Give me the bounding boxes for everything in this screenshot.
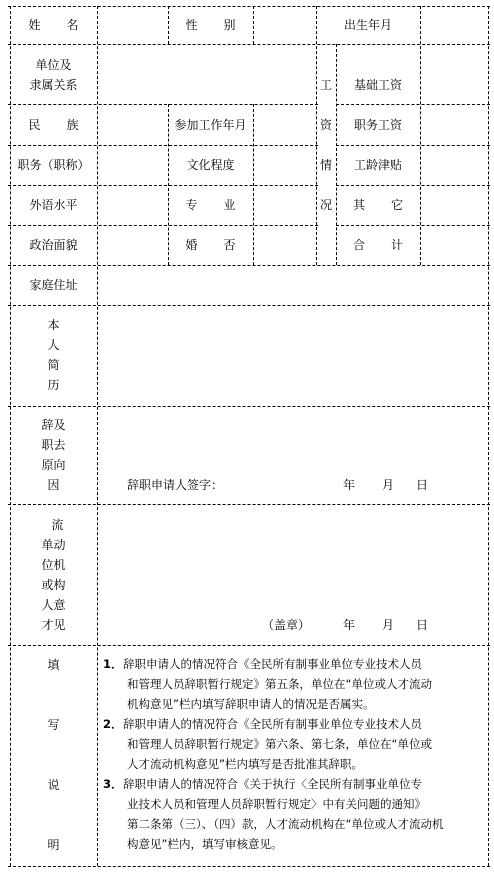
position-salary-label: 职务工资: [353, 118, 402, 132]
month-label: 月: [382, 478, 395, 492]
day-label: 日: [416, 478, 429, 492]
column-divider: [488, 6, 489, 866]
row-divider: [336, 185, 490, 186]
salary-side-char: 情: [319, 158, 332, 172]
year-label: 年: [343, 478, 356, 492]
resume-label-char: 简: [47, 358, 60, 372]
note-line: 2．辞职申请人的情况符合《全民所有制事业单位专业技术人员: [103, 717, 422, 731]
opinion-label-line: 才见: [41, 618, 66, 632]
note-line: 和管理人员辞职暂行规定》第五条，单位在“单位或人才流动: [127, 677, 432, 691]
gender-label: 性别: [185, 18, 262, 32]
language-label: 外语水平: [29, 198, 78, 212]
resume-label-char: 人: [47, 338, 60, 352]
political-label: 政治面貌: [29, 238, 78, 252]
resume-label-char: 历: [47, 378, 60, 392]
total-label: 合计: [352, 238, 429, 252]
month-label: 月: [382, 618, 395, 632]
note-line: 第二条第（三）、（四）款，人才流动机构在“单位或人才流动机: [127, 817, 444, 831]
day-label: 日: [416, 618, 429, 632]
opinion-label-line: 或构: [41, 578, 66, 592]
address-label: 家庭住址: [29, 278, 78, 292]
row-divider: [8, 44, 490, 45]
reason-label-line: 职去: [41, 438, 66, 452]
note-line: 构意见”栏内，填写审核意见。: [127, 837, 283, 851]
row-divider: [336, 104, 490, 105]
opinion-label-line: 流: [51, 518, 64, 532]
other-label: 其它: [352, 198, 429, 212]
instructions-label-char: 说: [47, 778, 60, 792]
reason-label-line: 原向: [41, 458, 66, 472]
base-salary-label: 基础工资: [353, 78, 402, 92]
unit-label-line1: 单位及: [35, 58, 72, 72]
resume-label-char: 本: [47, 318, 60, 332]
row-divider: [8, 6, 490, 7]
work-start-label: 参加工作年月: [174, 118, 247, 132]
instructions-label-char: 明: [47, 838, 60, 852]
note-line: 1．辞职申请人的情况符合《全民所有制事业单位专业技术人员: [103, 657, 422, 671]
row-divider: [8, 225, 318, 226]
education-label: 文化程度: [186, 158, 235, 172]
row-divider: [8, 305, 490, 306]
row-divider: [8, 504, 490, 505]
applicant-signature-label: 辞职申请人签字：: [127, 478, 224, 492]
year-label: 年: [343, 618, 356, 632]
major-label: 专业: [185, 198, 262, 212]
seniority-allowance-label: 工龄津贴: [353, 158, 402, 172]
opinion-label-line: 单动: [41, 538, 66, 552]
column-divider: [420, 6, 421, 265]
marital-label: 婚否: [185, 238, 262, 252]
note-line: 人才流动机构意见”栏内填写是否批准其辞职。: [127, 757, 363, 771]
note-number: 2．: [103, 717, 123, 731]
unit-label-line2: 隶属关系: [29, 78, 78, 92]
salary-side-char: 工: [319, 78, 332, 92]
column-divider: [97, 6, 98, 866]
row-divider: [8, 265, 490, 266]
row-divider: [8, 866, 490, 867]
reason-label-line: 辞及: [41, 418, 66, 432]
birth-label: 出生年月: [343, 18, 392, 32]
row-divider: [8, 645, 490, 646]
column-divider: [316, 6, 317, 265]
position-label: 职务（职称）: [17, 158, 90, 172]
row-divider: [8, 145, 318, 146]
note-line: 3．辞职申请人的情况符合《关于执行〈全民所有制事业单位专: [103, 777, 422, 791]
row-divider: [8, 104, 318, 105]
note-line: 业技术人员和管理人员辞职暂行规定〉中有关问题的通知》: [127, 797, 426, 811]
row-divider: [336, 145, 490, 146]
note-line: 机构意见”栏内填写辞职申请人的情况是否属实。: [127, 697, 375, 711]
seal-label: （盖章）: [262, 618, 311, 632]
row-divider: [8, 185, 318, 186]
salary-side-char: 况: [319, 198, 332, 212]
note-line: 和管理人员辞职暂行规定》第六条、第七条，单位在“单位或: [127, 737, 432, 751]
column-divider: [10, 6, 11, 866]
row-divider: [8, 406, 490, 407]
salary-side-char: 资: [319, 118, 332, 132]
note-number: 3．: [103, 777, 123, 791]
instructions-label-char: 填: [47, 658, 60, 672]
reason-label-line: 因: [47, 478, 60, 492]
instructions-label-char: 写: [47, 718, 60, 732]
opinion-label-line: 人意: [41, 598, 66, 612]
opinion-label-line: 位机: [41, 558, 66, 572]
note-number: 1．: [103, 657, 123, 671]
ethnicity-label: 民族: [28, 118, 105, 132]
row-divider: [336, 225, 490, 226]
name-label: 姓名: [28, 18, 105, 32]
